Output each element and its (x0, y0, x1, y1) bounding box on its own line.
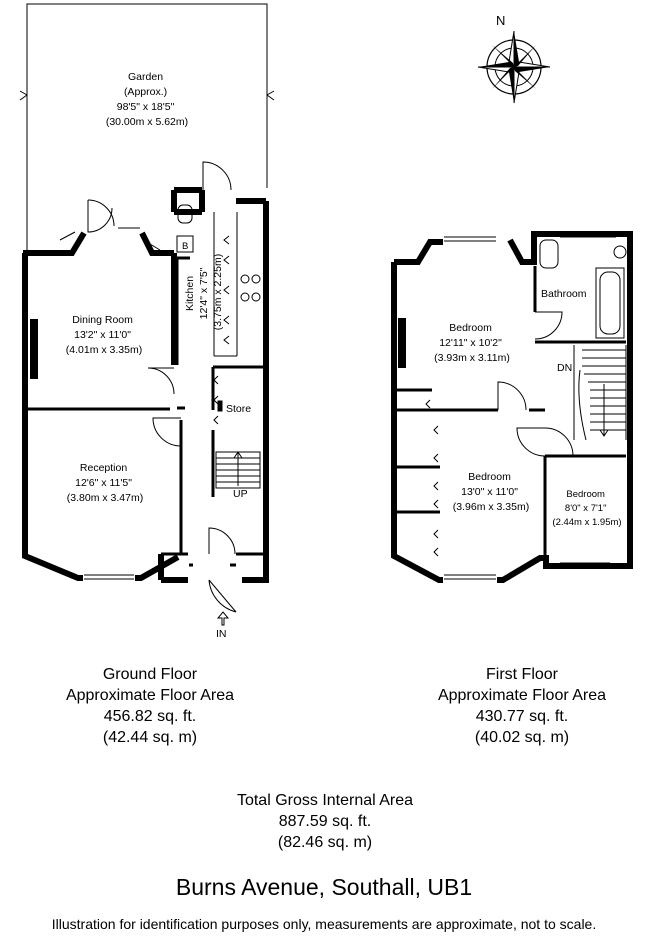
property-address: Burns Avenue, Southall, UB1 (175, 874, 473, 900)
kitchen-label: Kitchen 12'4" x 7'5" (3.75m x 2.25m) (184, 253, 224, 331)
bathroom-label: Bathroom (541, 288, 587, 300)
bedroom-2-label: Bedroom 13'0" x 11'0" (3.96m x 3.35m) (452, 471, 530, 513)
garden-label: Garden (Approx.) 98'5" x 18'5" (30.00m x 5.62m) (105, 71, 189, 128)
first-floor-summary (412, 664, 632, 748)
down-label: DN (557, 362, 573, 374)
dining-chimney (30, 319, 38, 379)
ground-windows (27, 228, 160, 579)
first-floor-area-label: Approximate Floor Area (437, 687, 607, 704)
ground-floor-walls (23, 190, 266, 580)
store-fittings (214, 376, 222, 424)
reception-label: Reception 12'6" x 11'5" (3.80m x 3.47m) (66, 462, 144, 504)
bedroom-3-label: Bedroom 8'0" x 7'1" (2.44m x 1.95m) (552, 489, 622, 528)
ground-floor-title: Ground Floor (102, 666, 198, 683)
ground-floor-summary (40, 664, 260, 748)
garden-outline (20, 4, 274, 252)
compass-rose-icon (478, 13, 550, 103)
ground-floor-area-sqm: (42.44 sq. m) (102, 729, 198, 746)
north-label: N (496, 13, 506, 28)
up-label: UP (233, 488, 248, 500)
ground-floor-area-label: Approximate Floor Area (65, 687, 235, 704)
total-area-sqft: 887.59 sq. ft. (278, 813, 372, 830)
boiler-label: B (182, 241, 189, 252)
bedroom-chimney (398, 318, 406, 368)
ground-stairs (216, 452, 260, 488)
dining-room-label: Dining Room 13'2" x 11'0" (4.01m x 3.35m) (65, 314, 143, 356)
ground-floor-area-sqft: 456.82 sq. ft. (103, 708, 197, 725)
wardrobe-markers (426, 400, 438, 556)
entrance-label: IN (216, 628, 227, 640)
total-area-sqm: (82.46 sq. m) (277, 834, 373, 851)
total-area-title: Total Gross Internal Area (236, 792, 414, 809)
first-floor-area-sqm: (40.02 sq. m) (474, 729, 570, 746)
first-doors (498, 312, 573, 456)
disclaimer-text: Illustration for identification purposes only, measurements are approximate, not to scale. (51, 916, 597, 932)
total-area-summary (180, 790, 470, 853)
first-floor-plan (394, 233, 630, 580)
ground-floor-plan (23, 71, 266, 640)
bedroom-1-label: Bedroom 12'11" x 10'2" (3.93m x 3.11m) (434, 322, 510, 364)
first-floor-area-sqft: 430.77 sq. ft. (475, 708, 569, 725)
first-floor-internal-walls (397, 266, 626, 558)
first-floor-title: First Floor (486, 666, 558, 683)
first-stairs (574, 345, 626, 440)
store-label: Store (226, 403, 252, 415)
entrance-arrow-icon (218, 612, 228, 625)
